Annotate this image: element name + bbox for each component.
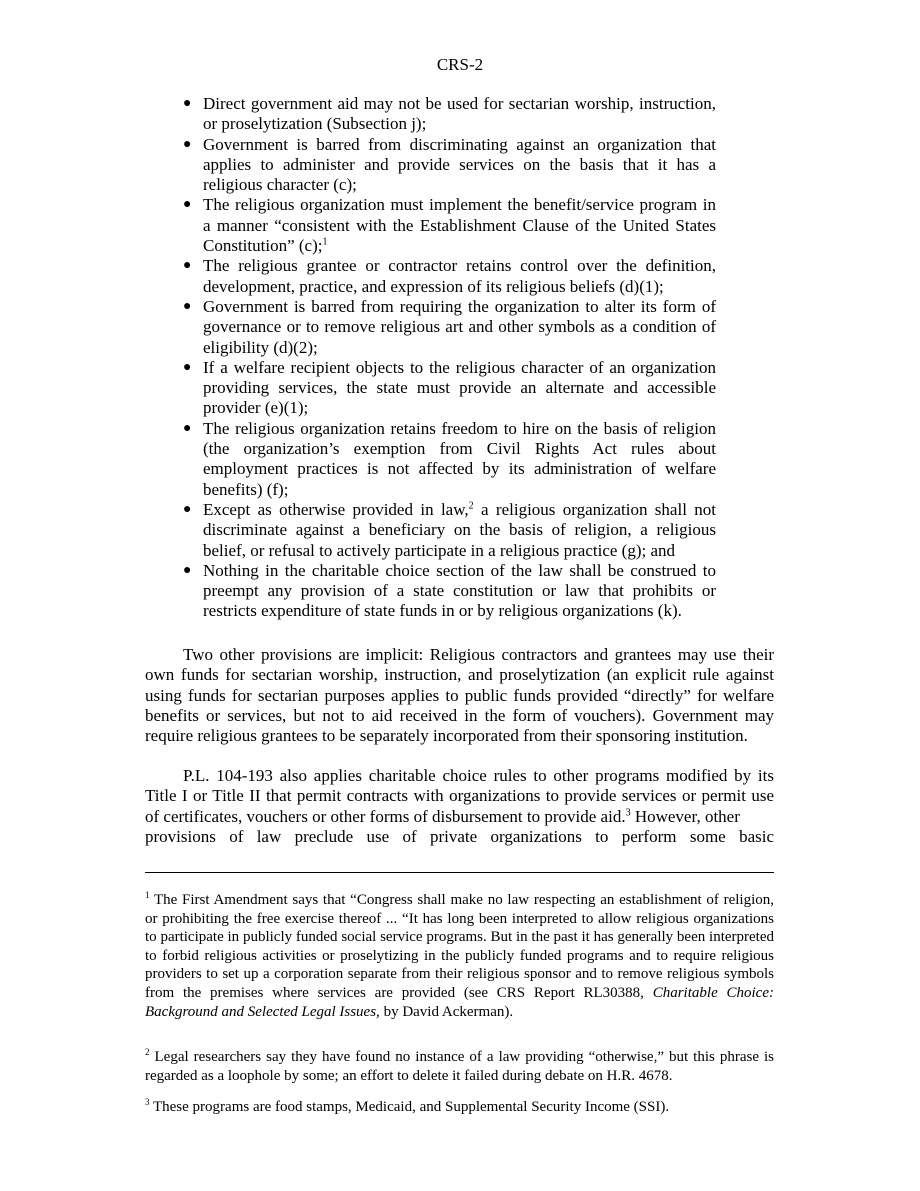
footnote-number: 2 bbox=[145, 1047, 150, 1057]
bullet-icon: ● bbox=[183, 197, 192, 213]
footnote-1: $^1$ The First Amendment says that “Congress shall make no law respecting an establishment of religion, or prohibiting the free exercise thereof ... “It has long been interpreted to allow religious organizations to participate in publicly funded social service programs. But in the past it has generally been interpreted to forbid religious activities or proselytizing in the publicly funded programs and to require religious providers to set up a corporation separate from their religious sponsor and to remove religious symbols from the premises where services are provided (see CRS Report RL30388, Charitable Choice: Background and Selected Legal Issues, by David Ackerman). bbox=[145, 890, 774, 1020]
list-item: ● The religious organization must implement the benefit/service program in a manner “consistent with the Establishment Clause of the United States Constitution” (c);$^1$ bbox=[183, 195, 716, 256]
list-item: ● Government is barred from discriminating against an organization that applies to administer and provide services on the basis that it has a religious character (c); bbox=[183, 134, 716, 195]
provisions-list bbox=[183, 94, 716, 622]
list-item: ● Government is barred from requiring the organization to alter its form of governance or to remove religious art and other symbols as a condition of eligibility (d)(2); bbox=[183, 296, 716, 357]
footnote-divider bbox=[145, 872, 774, 873]
paragraph-pl-104-193: P.L. 104-193 also applies charitable choice rules to other programs modified by its Title I or Title II that permit contracts with organizations to provide services or permit use of certificates, vouchers or other forms of disbursement to provide aid.$^3$ However, other provisions of law preclude use of private organizations to perform some basic bbox=[145, 766, 774, 846]
list-item: ● Nothing in the charitable choice section of the law shall be construed to preempt any provision of a state constitution or law that prohibits or restricts expenditure of state funds in or by religious organizations (k). bbox=[183, 560, 716, 621]
report-title: Charitable Choice: Background and Selected Legal Issues, bbox=[145, 984, 774, 1020]
list-item: ● The religious grantee or contractor retains control over the definition, development, practice, and expression of its religious beliefs (d)(1); bbox=[183, 256, 716, 296]
footnote-ref-3[interactable]: 3 bbox=[625, 806, 631, 818]
list-item: ● Except as otherwise provided in law,$^2$ a religious organization shall not discriminate against a beneficiary on the basis of religion, a religious belief, or refusal to actively participate in a religious practice (g); and bbox=[183, 499, 717, 560]
list-item: ● If a welfare recipient objects to the religious character of an organization providing services, the state must provide an alternate and accessible provider (e)(1); bbox=[183, 357, 716, 418]
bullet-icon: ● bbox=[183, 298, 192, 314]
bullet-icon: ● bbox=[183, 501, 192, 517]
footnote-number: 1 bbox=[145, 890, 150, 900]
page-header: CRS-2 bbox=[436, 55, 484, 74]
bullet-icon: ● bbox=[183, 136, 192, 152]
bullet-icon: ● bbox=[183, 96, 192, 111]
bullet-icon: ● bbox=[183, 258, 192, 274]
bullet-icon: ● bbox=[183, 420, 192, 436]
bullet-icon: ● bbox=[183, 359, 192, 375]
list-item: ● The religious organization retains freedom to hire on the basis of religion (the organization’s exemption from Civil Rights Act rules about employment practices is not affected by its administration of welfare benefits) (f); bbox=[183, 418, 716, 499]
list-item: ● Direct government aid may not be used for sectarian worship, instruction, or proselytization (Subsection j); bbox=[183, 94, 716, 134]
footnote-number: 3 bbox=[145, 1097, 150, 1107]
footnote-2: $^2$ Legal researchers say they have found no instance of a law providing “otherwise,” but this phrase is regarded as a loophole by some; an effort to delete it failed during debate on H.R. 4678. bbox=[145, 1047, 774, 1084]
paragraph-implicit-provisions: Two other provisions are implicit: Religious contractors and grantees may use their own funds for sectarian worship, instruction, and proselytization (an explicit rule against using funds for sectarian purposes applies to public funds provided “directly” for welfare benefits or services, but not to aid received in the form of vouchers). Government may require religious grantees to be separately incorporated from their sponsoring institution. bbox=[145, 645, 774, 746]
footnote-ref-1[interactable]: 1 bbox=[322, 236, 328, 248]
bullet-icon: ● bbox=[183, 562, 192, 578]
footnote-3: $^3$ These programs are food stamps, Medicaid, and Supplemental Security Income (SSI). bbox=[145, 1097, 670, 1115]
footnote-ref-2[interactable]: 2 bbox=[468, 500, 474, 512]
